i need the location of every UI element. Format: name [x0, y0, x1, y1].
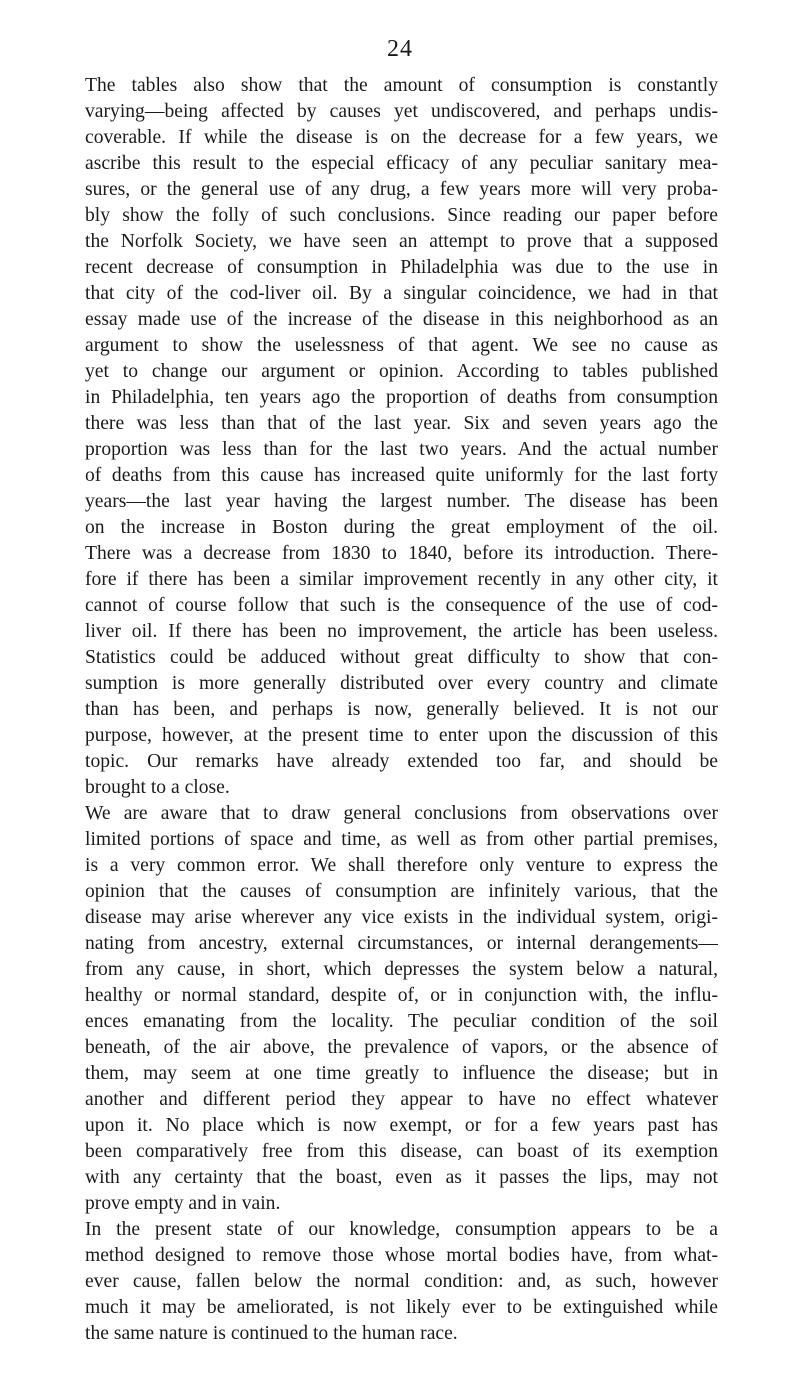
text-line: In the present state of our knowledge, consumption appears to be a	[85, 1219, 718, 1240]
text-line: fore if there has been a similar improvement recently in any other city, it	[85, 569, 718, 590]
text-line: ascribe this result to the especial efficacy of any peculiar sanitary mea-	[85, 153, 718, 174]
text-line: prove empty and in vain.	[85, 1193, 281, 1214]
text-line: liver oil. If there has been no improvement, the article has been useless.	[85, 621, 718, 642]
text-line: varying—being affected by causes yet undiscovered, and perhaps undis-	[85, 101, 718, 122]
text-line: of deaths from this cause has increased quite uniformly for the last forty	[85, 465, 718, 486]
text-line: healthy or normal standard, despite of, or in conjunction with, the influ-	[85, 985, 718, 1006]
page-number: 24	[387, 36, 413, 62]
text-line: in Philadelphia, ten years ago the proportion of deaths from consumption	[85, 387, 718, 408]
text-line: sumption is more generally distributed over every country and climate	[85, 673, 718, 694]
text-line: topic. Our remarks have already extended too far, and should be	[85, 751, 718, 772]
text-line: purpose, however, at the present time to enter upon the discussion of this	[85, 725, 718, 746]
text-line: the Norfolk Society, we have seen an attempt to prove that a supposed	[85, 231, 718, 252]
text-line: brought to a close.	[85, 777, 230, 798]
text-line: with any certainty that the boast, even as it passes the lips, may not	[85, 1167, 718, 1188]
text-line: nating from ancestry, external circumstances, or internal derangements—	[85, 933, 718, 954]
text-line: than has been, and perhaps is now, generally believed. It is not our	[85, 699, 718, 720]
text-line: Statistics could be adduced without great difficulty to show that con-	[85, 647, 718, 668]
text-line: on the increase in Boston during the great employment of the oil.	[85, 517, 718, 538]
text-line: been comparatively free from this disease, can boast of its exemption	[85, 1141, 718, 1162]
text-line: opinion that the causes of consumption are infinitely various, that the	[85, 881, 718, 902]
text-line: beneath, of the air above, the prevalence of vapors, or the absence of	[85, 1037, 718, 1058]
text-line: We are aware that to draw general conclusions from observations over	[85, 803, 718, 824]
text-line: coverable. If while the disease is on the decrease for a few years, we	[85, 127, 718, 148]
text-line: much it may be ameliorated, is not likely ever to be extinguished while	[85, 1297, 718, 1318]
text-line: that city of the cod-liver oil. By a singular coincidence, we had in that	[85, 283, 718, 304]
text-line: yet to change our argument or opinion. According to tables published	[85, 361, 718, 382]
text-line: from any cause, in short, which depresses the system below a natural,	[85, 959, 718, 980]
text-line: ever cause, fallen below the normal condition: and, as such, however	[85, 1271, 718, 1292]
text-line: is a very common error. We shall therefore only venture to express the	[85, 855, 718, 876]
body-text	[85, 73, 718, 1347]
text-line: proportion was less than for the last two years. And the actual number	[85, 439, 718, 460]
text-line: bly show the folly of such conclusions. Since reading our paper before	[85, 205, 718, 226]
text-line: cannot of course follow that such is the consequence of the use of cod-	[85, 595, 718, 616]
text-line: ences emanating from the locality. The peculiar condition of the soil	[85, 1011, 718, 1032]
text-line: argument to show the uselessness of that agent. We see no cause as	[85, 335, 718, 356]
text-line: years—the last year having the largest number. The disease has been	[85, 491, 718, 512]
text-line: The tables also show that the amount of consumption is constantly	[85, 75, 718, 96]
text-line: limited portions of space and time, as well as from other partial premises,	[85, 829, 718, 850]
text-line: sures, or the general use of any drug, a few years more will very proba-	[85, 179, 718, 200]
text-line: recent decrease of consumption in Philadelphia was due to the use in	[85, 257, 718, 278]
text-line: essay made use of the increase of the disease in this neighborhood as an	[85, 309, 718, 330]
text-line: there was less than that of the last year. Six and seven years ago the	[85, 413, 718, 434]
text-line: the same nature is continued to the human race.	[85, 1323, 458, 1344]
text-line: method designed to remove those whose mortal bodies have, from what-	[85, 1245, 718, 1266]
text-line: another and different period they appear to have no effect whatever	[85, 1089, 718, 1110]
text-line: upon it. No place which is now exempt, or for a few years past has	[85, 1115, 718, 1136]
text-line: There was a decrease from 1830 to 1840, before its introduction. There-	[85, 543, 718, 564]
text-line: disease may arise wherever any vice exists in the individual system, origi-	[85, 907, 718, 928]
text-line: them, may seem at one time greatly to influence the disease; but in	[85, 1063, 718, 1084]
